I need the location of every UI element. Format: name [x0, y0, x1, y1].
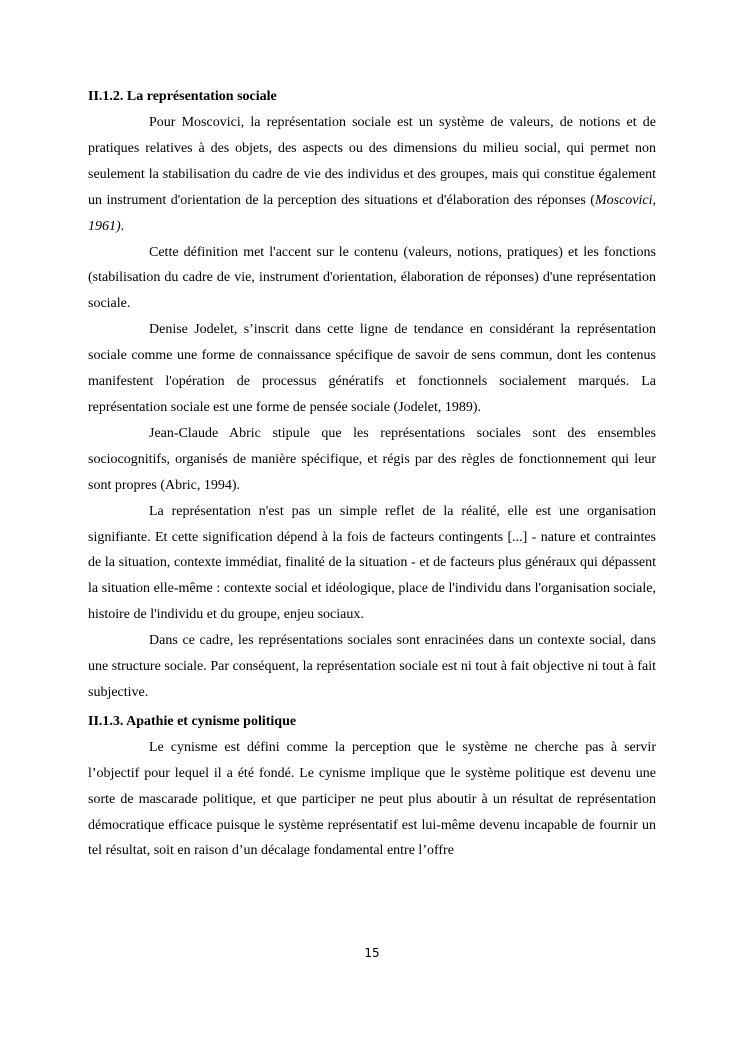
paragraph-moscovici-text: Pour Moscovici, la représentation sociale est un système de valeurs, de notions et de pratiques relatives à des objets, des aspects ou des dimensions du milieu social, qui permet non seulement la stabilisation du cadre de vie des individus et des groupes, mais qui constitue également un instrument d'orientation de la perception des situations et d'élaboration des réponses ( — [88, 115, 656, 208]
section-heading-apathie-cynisme: II.1.3. Apathie et cynisme politique — [88, 713, 297, 729]
paragraph-jodelet: Denise Jodelet, s’inscrit dans cette ligne de tendance en considérant la représentation sociale comme une forme de connaissance spécifique de savoir de sens commun, dont les contenus manifestent l'opération de processus génératifs et fonctionnels socialement marqués. La représentation sociale est une forme de pensée sociale (Jodelet, 1989). — [88, 322, 656, 415]
paragraph-abric: Jean-Claude Abric stipule que les représentations sociales sont des ensembles sociocognitifs, organisés de manière spécifique, et régis par des règles de fonctionnement qui leur sont propres (Abric, 1994). — [88, 425, 656, 493]
paragraph-moscovici-end: . — [120, 218, 125, 234]
paragraph-contexte-social: Dans ce cadre, les représentations sociales sont enracinées dans un contexte social, dans une structure sociale. Par conséquent, la représentation sociale est ni tout à fait objective ni tout à fait subjective. — [88, 633, 656, 700]
paragraph-definition: Cette définition met l'accent sur le contenu (valeurs, notions, pratiques) et les fonctions (stabilisation du cadre de vie, instrument d'orientation, élaboration de réponses) d'une représentation sociale. — [88, 244, 656, 312]
document-body — [88, 87, 656, 864]
page-number: 15 — [364, 946, 380, 960]
section-heading-representation-sociale: II.1.2. La représentation sociale — [88, 89, 277, 104]
paragraph-moscovici — [88, 110, 656, 240]
paragraph-cynisme: Le cynisme est défini comme la perception que le système ne cherche pas à servir l’objectif pour lequel il a été fondé. Le cynisme implique que le système politique est devenu une sorte de mascarade politique, et que participer ne peut plus aboutir à un résultat de représentation démocratique efficace puisque le système représentatif est lui-même devenu incapable de fournir un tel résultat, soit en raison d’un décalage fondamental entre l’offre — [88, 739, 656, 859]
paragraph-organisation-signifiante: La représentation n'est pas un simple reflet de la réalité, elle est une organisation signifiante. Et cette signification dépend à la fois de facteurs contingents [...] - nature et contraintes de la situation, contexte immédiat, finalité de la situation - et de facteurs plus généraux qui dépassent la situation elle-même : contexte social et idéologique, place de l'individu dans l'organisation sociale, histoire de l'individu et du groupe, enjeu sociaux. — [88, 503, 656, 623]
citation-moscovici: Moscovici, 1961) — [88, 192, 656, 234]
